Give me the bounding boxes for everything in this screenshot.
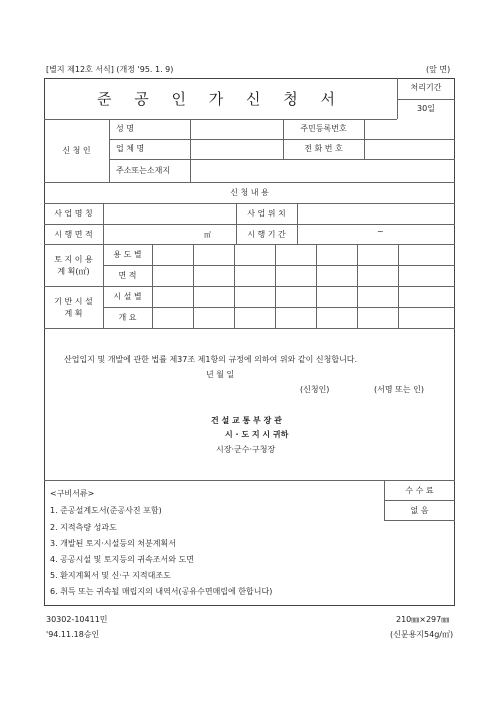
- recipient-governor: 시 · 도 지 시 귀하: [225, 430, 289, 439]
- period-separator: ~: [377, 227, 384, 236]
- document-item: 1. 준공설계도서(준공사진 포함): [50, 506, 162, 515]
- land-use-plan-unit-label: 계 획(㎡): [57, 267, 90, 276]
- document-item: 4. 공공시설 및 토지등의 귀속조서와 도면: [50, 555, 194, 564]
- land-use-plan-label: 토 지 이 용: [54, 255, 93, 264]
- facility-category-label: 시 설 별: [113, 292, 142, 301]
- document-item: 6. 취득 또는 귀속될 매립지의 내역서(공유수면매립에 한합니다): [50, 587, 273, 596]
- infrastructure-plan-label-2: 계 획: [64, 309, 83, 318]
- use-category-label: 용 도 별: [113, 250, 142, 259]
- fee-value: 없 음: [410, 506, 429, 515]
- project-location-label: 사 업 위 치: [247, 209, 286, 218]
- paper-size: 210㎜×297㎜: [396, 615, 450, 624]
- paper-type: (신문용지54g/㎡): [390, 630, 454, 639]
- processing-period-label: 처리기간: [410, 83, 442, 92]
- signature-note: (서명 또는 인): [374, 385, 424, 394]
- project-name-label: 사 업 명 칭: [54, 209, 93, 218]
- processing-period-value: 30일: [417, 104, 435, 113]
- fee-label: 수 수 료: [405, 486, 434, 495]
- area-row-label: 면 적: [118, 271, 137, 280]
- page-side-label: (앞 면): [426, 65, 451, 74]
- form-code: 30302-10411민: [46, 615, 108, 624]
- phone-field[interactable]: [366, 141, 453, 157]
- infrastructure-plan-label: 기 반 시 설: [54, 297, 93, 306]
- application-statement: 산업입지 및 개발에 관한 법률 제37조 제1항의 규정에 의하여 위와 같이 신청합니다.: [64, 355, 358, 364]
- form-number: [별지 제12호 서식] (개정 '95. 1. 9): [46, 65, 174, 74]
- address-field[interactable]: [192, 161, 453, 180]
- company-name-field[interactable]: [192, 141, 282, 157]
- address-label: 주소또는소재지: [116, 166, 171, 175]
- name-label: 성 명: [116, 124, 134, 133]
- applicant-group-label: 신 청 인: [62, 146, 91, 155]
- resident-number-field[interactable]: [366, 121, 453, 137]
- document-item: 2. 지적측량 성과도: [50, 523, 117, 532]
- document-item: 3. 개발된 토지·시설등의 처분계획서: [50, 539, 176, 548]
- form-title: 준 공 인 가 신 청 서: [96, 90, 345, 108]
- name-field[interactable]: [192, 121, 282, 137]
- company-name-label: 업 체 명: [116, 144, 145, 153]
- phone-label: 전 화 번 호: [304, 144, 343, 153]
- resident-number-label: 주민등록번호: [300, 124, 347, 133]
- date-line: 년 월 일: [206, 370, 235, 379]
- approval-date: '94.11.18승인: [46, 630, 100, 639]
- document-item: 5. 환지계획서 및 신·구 지적대조도: [50, 571, 171, 580]
- overview-label: 개 요: [118, 313, 137, 322]
- recipient-minister: 건 설 교 통 부 장 관: [211, 416, 282, 425]
- area-unit: ㎡: [204, 231, 211, 239]
- application-contents-heading: 신 청 내 용: [230, 188, 269, 197]
- recipient-mayor: 시장·군수·구청장: [216, 445, 276, 454]
- required-documents-title: <구비서류>: [50, 489, 95, 498]
- period-label: 시 행 기 간: [247, 230, 286, 239]
- applicant-signature-label: (신청인): [300, 385, 330, 394]
- area-label: 시 행 면 적: [54, 230, 93, 239]
